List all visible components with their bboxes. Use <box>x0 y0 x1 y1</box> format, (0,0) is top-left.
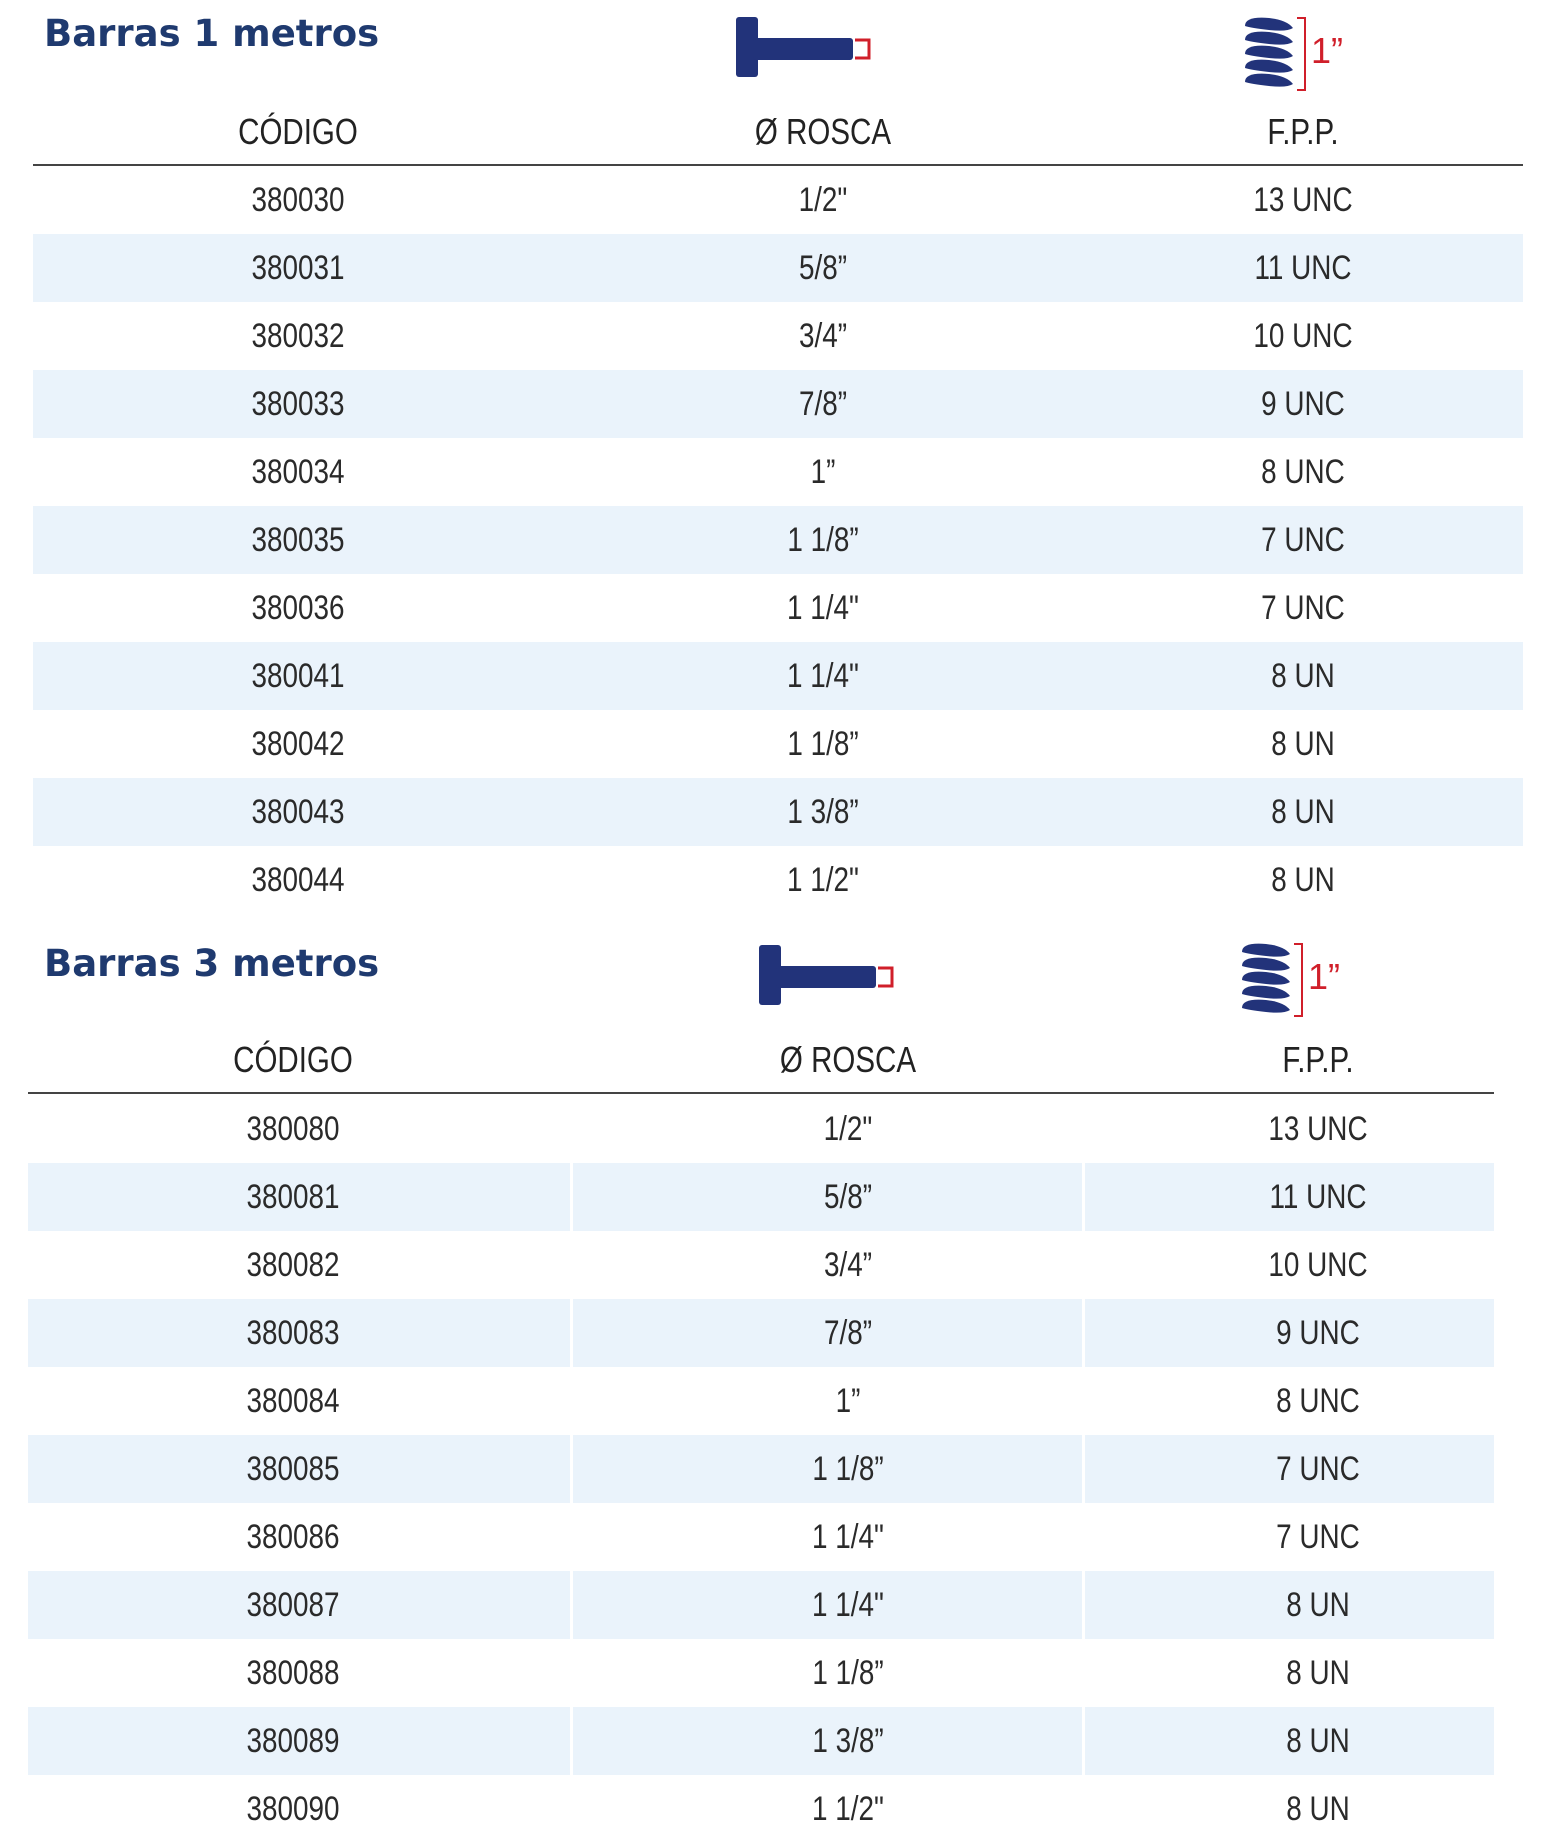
table-row <box>28 1707 1494 1775</box>
header-codigo: CÓDIGO <box>233 1039 353 1080</box>
table-row <box>28 1639 1494 1707</box>
table-row <box>33 846 1523 914</box>
cell-fpp: 9 UNC <box>1276 1314 1360 1352</box>
table-body <box>28 1095 1494 1843</box>
threaded-rod-diameter-icon <box>756 942 916 1012</box>
cell-rosca: 1” <box>810 453 836 491</box>
cell-rosca: 5/8” <box>798 249 848 287</box>
table-row <box>33 370 1523 438</box>
cell-fpp: 8 UN <box>1286 1722 1350 1760</box>
table-row <box>28 1299 1494 1367</box>
table-row <box>28 1435 1494 1503</box>
cell-fpp: 7 UNC <box>1276 1450 1360 1488</box>
cell-codigo: 380033 <box>251 385 345 423</box>
cell-rosca: 1/2" <box>823 1110 873 1148</box>
column-separator <box>1082 1299 1085 1367</box>
cell-codigo: 380087 <box>246 1586 340 1624</box>
cell-fpp: 7 UNC <box>1276 1518 1360 1556</box>
table-row <box>28 1231 1494 1299</box>
cell-rosca: 1 1/2" <box>812 1790 884 1828</box>
table-body <box>33 166 1523 914</box>
cell-codigo: 380041 <box>251 657 345 695</box>
table-row <box>28 1095 1494 1163</box>
table-row <box>28 1775 1494 1843</box>
cell-codigo: 380084 <box>246 1382 340 1420</box>
cell-fpp: 8 UN <box>1286 1790 1350 1828</box>
cell-rosca: 1 1/8” <box>787 521 859 559</box>
column-separator <box>570 1571 573 1639</box>
cell-rosca: 1 3/8” <box>787 793 859 831</box>
table-row <box>28 1163 1494 1231</box>
cell-codigo: 380035 <box>251 521 345 559</box>
cell-fpp: 9 UNC <box>1261 385 1345 423</box>
cell-rosca: 1 1/4" <box>812 1518 884 1556</box>
header-rosca: Ø ROSCA <box>779 1039 917 1080</box>
table-header <box>33 97 1523 167</box>
cell-fpp: 8 UN <box>1286 1586 1350 1624</box>
table-row <box>33 642 1523 710</box>
cell-fpp: 13 UNC <box>1253 181 1353 219</box>
table-row <box>33 778 1523 846</box>
pitch-label: 1” <box>1311 30 1344 71</box>
cell-codigo: 380044 <box>251 861 345 899</box>
cell-fpp: 11 UNC <box>1254 249 1352 287</box>
cell-fpp: 11 UNC <box>1269 1178 1367 1216</box>
table-row <box>28 1571 1494 1639</box>
threaded-rod-diameter-icon <box>733 14 893 84</box>
cell-fpp: 10 UNC <box>1268 1246 1368 1284</box>
table-row <box>28 1503 1494 1571</box>
cell-rosca: 1 1/4" <box>812 1586 884 1624</box>
cell-codigo: 380031 <box>251 249 345 287</box>
cell-fpp: 10 UNC <box>1253 317 1353 355</box>
cell-rosca: 3/4” <box>798 317 848 355</box>
table-row <box>33 574 1523 642</box>
header-divider <box>28 1092 1494 1094</box>
section-title: Barras 1 metros <box>44 12 380 55</box>
cell-fpp: 8 UN <box>1271 725 1335 763</box>
cell-fpp: 7 UNC <box>1261 589 1345 627</box>
column-separator <box>1082 1435 1085 1503</box>
section-title: Barras 3 metros <box>44 942 380 985</box>
cell-codigo: 380042 <box>251 725 345 763</box>
cell-rosca: 5/8” <box>823 1178 873 1216</box>
cell-rosca: 1 3/8” <box>812 1722 884 1760</box>
cell-rosca: 1 1/4" <box>787 657 859 695</box>
cell-rosca: 1/2" <box>798 181 848 219</box>
table-row <box>33 166 1523 234</box>
cell-codigo: 380090 <box>246 1790 340 1828</box>
cell-codigo: 380080 <box>246 1110 340 1148</box>
cell-fpp: 8 UN <box>1286 1654 1350 1692</box>
header-fpp: F.P.P. <box>1282 1039 1354 1080</box>
table-row <box>33 302 1523 370</box>
column-separator <box>570 1299 573 1367</box>
column-separator <box>1082 1707 1085 1775</box>
cell-fpp: 7 UNC <box>1261 521 1345 559</box>
header-codigo: CÓDIGO <box>238 111 358 152</box>
cell-fpp: 8 UN <box>1271 861 1335 899</box>
cell-rosca: 1” <box>835 1382 861 1420</box>
table-header <box>28 1025 1494 1095</box>
cell-codigo: 380088 <box>246 1654 340 1692</box>
cell-fpp: 13 UNC <box>1268 1110 1368 1148</box>
table-row <box>33 234 1523 302</box>
cell-codigo: 380085 <box>246 1450 340 1488</box>
cell-fpp: 8 UNC <box>1261 453 1345 491</box>
cell-rosca: 1 1/8” <box>812 1450 884 1488</box>
column-separator <box>1082 1571 1085 1639</box>
cell-rosca: 1 1/8” <box>787 725 859 763</box>
cell-fpp: 8 UN <box>1271 793 1335 831</box>
cell-rosca: 7/8” <box>823 1314 873 1352</box>
cell-codigo: 380043 <box>251 793 345 831</box>
cell-codigo: 380032 <box>251 317 345 355</box>
cell-rosca: 1 1/2" <box>787 861 859 899</box>
cell-codigo: 380034 <box>251 453 345 491</box>
column-separator <box>1082 1163 1085 1231</box>
table-row <box>33 438 1523 506</box>
cell-rosca: 1 1/4" <box>787 589 859 627</box>
cell-fpp: 8 UNC <box>1276 1382 1360 1420</box>
column-separator <box>570 1435 573 1503</box>
cell-rosca: 3/4” <box>823 1246 873 1284</box>
cell-codigo: 380089 <box>246 1722 340 1760</box>
header-fpp: F.P.P. <box>1267 111 1339 152</box>
cell-codigo: 380086 <box>246 1518 340 1556</box>
table-row <box>33 710 1523 778</box>
cell-codigo: 380081 <box>246 1178 340 1216</box>
cell-codigo: 380082 <box>246 1246 340 1284</box>
column-separator <box>570 1163 573 1231</box>
cell-rosca: 7/8” <box>798 385 848 423</box>
cell-codigo: 380030 <box>251 181 345 219</box>
cell-codigo: 380036 <box>251 589 345 627</box>
cell-rosca: 1 1/8” <box>812 1654 884 1692</box>
cell-fpp: 8 UN <box>1271 657 1335 695</box>
column-separator <box>570 1707 573 1775</box>
cell-codigo: 380083 <box>246 1314 340 1352</box>
table-row <box>28 1367 1494 1435</box>
table-row <box>33 506 1523 574</box>
header-rosca: Ø ROSCA <box>754 111 892 152</box>
pitch-label: 1” <box>1308 956 1341 997</box>
